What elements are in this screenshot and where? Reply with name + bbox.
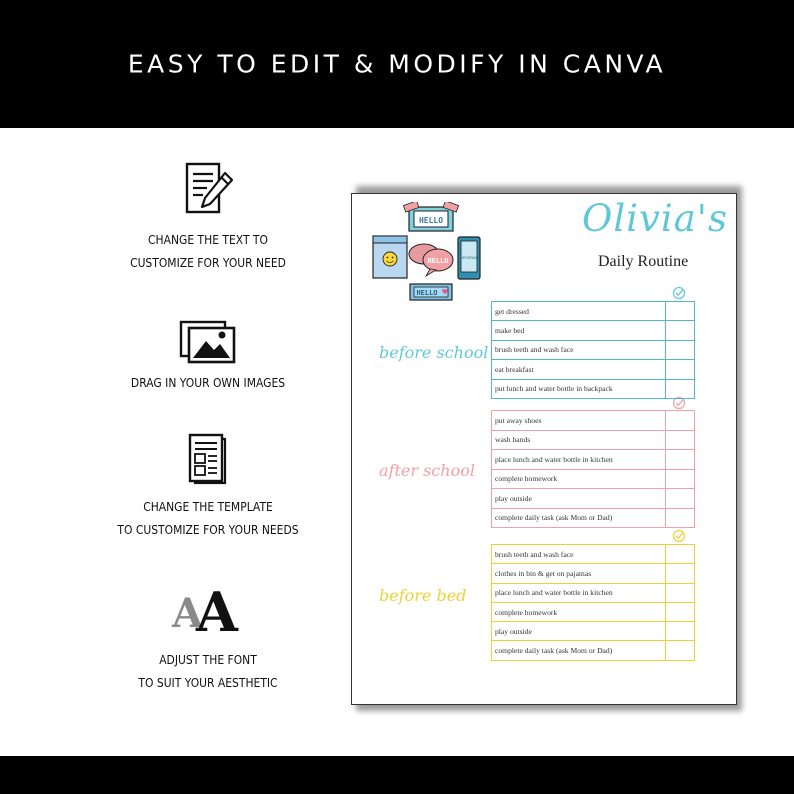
task-text: complete daily task (ask Mom or Dad): [492, 641, 666, 660]
checkbox-cell[interactable]: [666, 321, 695, 340]
sheet-name: Olivia's: [582, 197, 728, 240]
table-row: [492, 430, 695, 450]
task-text: complete homework: [492, 602, 666, 621]
feature-label: CHANGE THE TEMPLATE: [143, 499, 273, 514]
feature-label: CHANGE THE TEXT TO: [148, 232, 268, 247]
checklist-after-school: [491, 410, 695, 528]
task-text: get dressed: [492, 302, 666, 321]
sticker-badge-text: HELLO: [416, 289, 438, 297]
feature-label: DRAG IN YOUR OWN IMAGES: [130, 375, 286, 390]
stickers-illustration: [368, 202, 484, 304]
checkbox-cell[interactable]: [666, 508, 695, 528]
task-text: play outside: [492, 622, 666, 641]
checkbox-cell[interactable]: [666, 302, 695, 321]
sticker-important-text: IMPORTANT: [459, 256, 479, 260]
checkbox-cell[interactable]: [666, 641, 695, 660]
table-row: [492, 641, 695, 660]
task-text: put lunch and water bottle in backpack: [492, 379, 666, 398]
font-icon: A A: [172, 580, 238, 644]
checklist-before-bed: [491, 544, 695, 661]
table-row: [492, 545, 695, 564]
section-label-after-school: after school: [379, 461, 475, 480]
table-row: [492, 583, 695, 602]
task-text: make bed: [492, 321, 666, 340]
sheet-subtitle: Daily Routine: [598, 253, 689, 270]
top-banner: [0, 0, 794, 128]
task-text: clothes in bin & get on pajamas: [492, 564, 666, 583]
task-text: place lunch and water bottle in kitchen: [492, 583, 666, 602]
table-row: [492, 450, 695, 470]
sticker-hello-text: HELLO: [418, 216, 444, 225]
task-text: complete daily task (ask Mom or Dad): [492, 508, 666, 528]
feature-label: TO SUIT YOUR AESTHETIC: [138, 675, 278, 690]
checkbox-cell[interactable]: [666, 340, 695, 359]
feature-label: CUSTOMIZE FOR YOUR NEED: [130, 255, 286, 270]
feature-font: [95, 582, 321, 694]
checkbox-cell[interactable]: [666, 411, 695, 431]
checkbox-cell[interactable]: [666, 379, 695, 398]
feature-edit-text: [95, 161, 321, 274]
task-text: wash hands: [492, 430, 666, 450]
table-row: [492, 602, 695, 621]
table-row: [492, 360, 695, 379]
table-row: [492, 340, 695, 359]
table-row: [492, 469, 695, 489]
feature-images: [95, 319, 321, 394]
table-row: [492, 564, 695, 583]
checkbox-cell[interactable]: [666, 469, 695, 489]
document-edit-icon: [179, 161, 237, 217]
task-text: eat breakfast: [492, 360, 666, 379]
table-row: [492, 489, 695, 509]
table-row: [492, 508, 695, 528]
checkbox-cell[interactable]: [666, 450, 695, 470]
table-row: [492, 411, 695, 431]
section-label-before-school: before school: [379, 343, 489, 362]
task-text: place lunch and water bottle in kitchen: [492, 450, 666, 470]
checkbox-cell[interactable]: [666, 489, 695, 509]
checkbox-cell[interactable]: [666, 602, 695, 621]
task-text: put away shoes: [492, 411, 666, 431]
feature-label: TO CUSTOMIZE FOR YOUR NEEDS: [117, 522, 299, 537]
checkbox-cell[interactable]: [666, 622, 695, 641]
task-text: complete homework: [492, 469, 666, 489]
section-label-before-bed: before bed: [379, 586, 467, 605]
table-row: [492, 379, 695, 398]
task-text: play outside: [492, 489, 666, 509]
template-icon: [185, 433, 231, 487]
banner-title: EASY TO EDIT & MODIFY IN CANVA: [127, 49, 667, 79]
checkbox-cell[interactable]: [666, 564, 695, 583]
table-row: [492, 321, 695, 340]
task-text: brush teeth and wash face: [492, 340, 666, 359]
checkbox-cell[interactable]: [666, 545, 695, 564]
table-row: [492, 622, 695, 641]
checkbox-cell[interactable]: [666, 360, 695, 379]
images-icon: [178, 319, 238, 365]
checkbox-cell[interactable]: [666, 430, 695, 450]
checklist-before-school: [491, 301, 695, 399]
check-circle-icon: [672, 286, 686, 300]
feature-label: ADJUST THE FONT: [159, 652, 257, 667]
feature-template: [95, 433, 321, 541]
sticker-bubble-text: HELLO: [427, 257, 449, 265]
bottom-banner: [0, 756, 794, 794]
table-row: [492, 302, 695, 321]
task-text: brush teeth and wash face: [492, 545, 666, 564]
checkbox-cell[interactable]: [666, 583, 695, 602]
check-circle-icon: [672, 529, 686, 543]
